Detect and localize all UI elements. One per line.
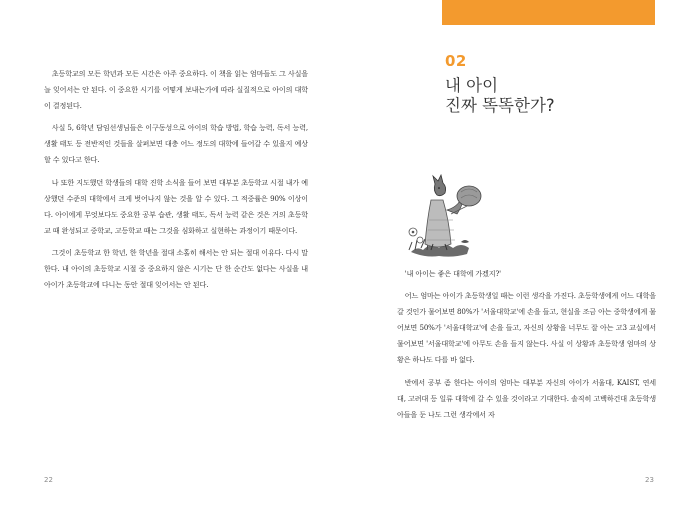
right-page-body [397,266,656,429]
chapter-title-line: 내 아이 [445,76,499,95]
chapter-title [445,76,655,116]
right-paragraph: 반에서 공부 좀 한다는 아이의 엄마는 대부분 자신의 아이가 서울대, KAIST, 연세대, 고려대 등 일류 대학에 갈 수 있을 것이라고 기대한다. 솔직히 고백하건대 초등학생 아들을 둔 나도 그런 생각에서 자 [397,377,656,419]
chapter-header-tab [442,0,655,25]
left-page-body [44,66,308,299]
left-paragraph: 그것이 초등학교 한 학년, 한 학년을 절대 소홀히 해서는 안 되는 절대 이유다. 다시 말한다. 내 아이의 초등학교 시절 중 중요하지 않은 시기는 단 한 순간도 없다는 사실을 내 아이가 초등학교에 다니는 동안 절대 잊어서는 안 된다. [44,247,308,290]
right-page-number: 23 [645,476,654,484]
left-paragraph: 초등학교의 모든 학년과 모든 시간은 아주 중요하다. 이 책을 읽는 엄마들도 그 사실을 늘 잊어서는 안 된다. 이 중요한 시기를 어떻게 보내는가에 따라 실질적으로 아이의 대학이 결정된다. [44,69,308,111]
chapter-number: 02 [445,52,467,70]
left-paragraph: 나 또한 지도했던 학생들의 대학 진학 소식을 들어 보면 대부분 초등학교 시절 내가 예상했던 수준의 대학에서 크게 벗어나지 않는 것을 알 수 있다. 그 적중률은 90% 이상이다. 아이에게 무엇보다도 중요한 공부 습관, 생활 태도, 독서 능력 같은 것은 거의 초등학교 때 완성되고 중학교, 고등학교 때는 그것을 심화하고 실현하는 과정이기 때문이다. [44,177,308,235]
fox-illustration [405,170,485,275]
right-paragraph: '내 아이는 좋은 대학에 가겠지?' [404,269,501,278]
chapter-title-line: 진짜 똑똑한가? [445,96,555,115]
left-paragraph: 사실 5, 6학년 담임선생님들은 이구동성으로 아이의 학습 방법, 학습 능력, 독서 능력, 생활 태도 등 전반적인 것들을 살펴보면 대충 어느 정도의 대학에 들어갈 수 있을지 예상할 수 있다고 한다. [44,123,308,165]
right-paragraph: 어느 엄마는 아이가 초등학생일 때는 이런 생각을 가진다. 초등학생에게 어느 대학을 갈 것인가 물어보면 80%가 '서울대학교'에 손을 들고, 현실을 조금 아는 중학생에게 물어보면 50%가 '서울대학교'에 손을 들고, 자신의 상황을 너무도 잘 아는 고3 교실에서 물어보면 '서울대학교'에 아무도 손을 들지 않는다. 사실 이 상황과 초등학생 엄마의 상황은 하나도 다를 바 없다. [397,291,656,365]
left-page-number: 22 [44,476,53,484]
